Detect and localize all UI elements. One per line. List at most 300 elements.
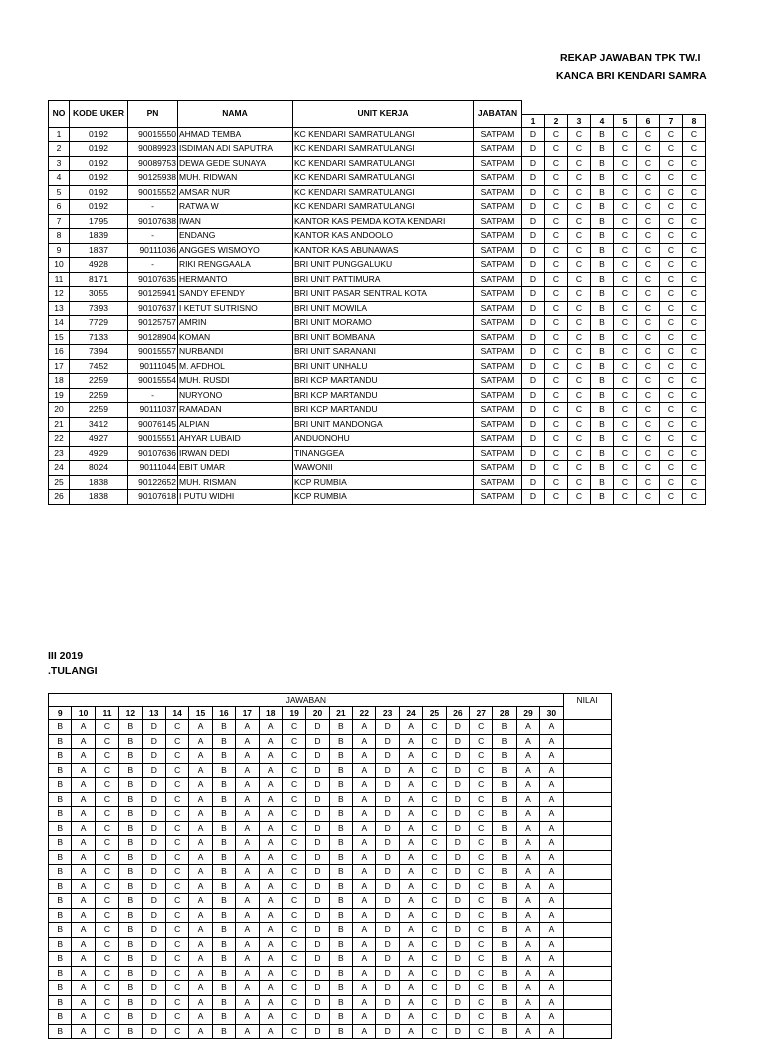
answer-cell: C <box>545 475 568 490</box>
question-number-header: 3 <box>568 114 591 127</box>
row-pn: 90015554 <box>128 374 178 389</box>
answer-cell: D <box>376 807 399 822</box>
answer-cell: D <box>142 836 165 851</box>
answer-cell: A <box>236 923 259 938</box>
answer-cell: C <box>470 850 493 865</box>
answer-cell: C <box>282 908 305 923</box>
table-row <box>49 142 706 157</box>
answer-cell: D <box>446 1024 469 1039</box>
row-jabatan: SATPAM <box>474 287 522 302</box>
answer-cell: A <box>353 792 376 807</box>
answer-cell: C <box>470 1024 493 1039</box>
answer-cell: A <box>236 836 259 851</box>
answer-cell: C <box>95 720 118 735</box>
answer-cell: A <box>236 865 259 880</box>
answer-cell: A <box>72 1024 95 1039</box>
nilai-cell <box>563 952 611 967</box>
row-no: 12 <box>49 287 70 302</box>
answer-cell: A <box>236 821 259 836</box>
row-nama: RAMADAN <box>178 403 293 418</box>
answer-cell: D <box>306 1010 329 1025</box>
row-unit-kerja: BRI UNIT MORAMO <box>293 316 474 331</box>
answer-cell: A <box>236 850 259 865</box>
answer-cell: D <box>446 894 469 909</box>
answer-cell: A <box>516 1024 539 1039</box>
answer-cell: B <box>591 229 614 244</box>
row-unit-kerja: KC KENDARI SAMRATULANGI <box>293 127 474 142</box>
answer-cell: B <box>49 807 72 822</box>
answer-cell: C <box>683 243 706 258</box>
answer-cell: C <box>683 432 706 447</box>
answer-cell: D <box>306 734 329 749</box>
row-unit-kerja: KANTOR KAS ABUNAWAS <box>293 243 474 258</box>
answer-cell: C <box>282 879 305 894</box>
answer-cell: C <box>568 229 591 244</box>
answer-cell: C <box>282 1024 305 1039</box>
row-nama: EBIT UMAR <box>178 461 293 476</box>
answer-cell: C <box>660 142 683 157</box>
question-number-header: 22 <box>353 707 376 720</box>
participant-table <box>48 100 706 505</box>
answer-cell: B <box>212 981 235 996</box>
answer-cell: A <box>259 720 282 735</box>
answer-cell: A <box>72 894 95 909</box>
answer-cell: C <box>282 894 305 909</box>
answer-cell: A <box>72 966 95 981</box>
nilai-cell <box>563 850 611 865</box>
answer-cell: C <box>545 243 568 258</box>
row-jabatan: SATPAM <box>474 243 522 258</box>
answer-cell: C <box>545 330 568 345</box>
row-jabatan: SATPAM <box>474 185 522 200</box>
question-number-header: 26 <box>446 707 469 720</box>
answer-cell: A <box>516 763 539 778</box>
answer-cell: A <box>236 995 259 1010</box>
row-nama: MUH. RUSDI <box>178 374 293 389</box>
answer-cell: D <box>446 966 469 981</box>
row-jabatan: SATPAM <box>474 475 522 490</box>
question-number-header: 21 <box>329 707 352 720</box>
row-kode-uker: 8024 <box>70 461 128 476</box>
answer-cell: D <box>446 923 469 938</box>
row-no: 20 <box>49 403 70 418</box>
row-nama: MUH. RIDWAN <box>178 171 293 186</box>
answer-cell: B <box>493 952 516 967</box>
answer-cell: D <box>142 850 165 865</box>
answer-cell: B <box>329 836 352 851</box>
row-pn: 90089923 <box>128 142 178 157</box>
answer-cell: D <box>142 937 165 952</box>
question-number-header: 4 <box>591 114 614 127</box>
answer-cell: A <box>516 952 539 967</box>
answer-cell: A <box>72 879 95 894</box>
nilai-cell <box>563 923 611 938</box>
question-number-header: 23 <box>376 707 399 720</box>
answer-cell: A <box>516 792 539 807</box>
answer-cell: A <box>189 894 212 909</box>
answer-cell: C <box>637 359 660 374</box>
question-number-header: 9 <box>49 707 72 720</box>
row-jabatan: SATPAM <box>474 374 522 389</box>
answer-cell: D <box>376 908 399 923</box>
row-jabatan: SATPAM <box>474 316 522 331</box>
answer-cell: C <box>470 734 493 749</box>
answer-cell: D <box>306 908 329 923</box>
answer-cell: D <box>376 720 399 735</box>
answer-cell: D <box>522 301 545 316</box>
row-jabatan: SATPAM <box>474 359 522 374</box>
answer-cell: C <box>683 142 706 157</box>
answer-cell: B <box>119 821 142 836</box>
answer-cell: A <box>189 952 212 967</box>
answer-cell: C <box>637 287 660 302</box>
answer-cell: A <box>353 879 376 894</box>
answer-cell: D <box>522 171 545 186</box>
answer-cell: C <box>614 316 637 331</box>
answer-cell: B <box>119 778 142 793</box>
answer-cell: D <box>142 923 165 938</box>
answer-cell: D <box>306 894 329 909</box>
answer-cell: B <box>212 1010 235 1025</box>
answer-cell: D <box>142 995 165 1010</box>
answer-cell: C <box>637 446 660 461</box>
answer-cell: D <box>142 792 165 807</box>
answer-cell: C <box>282 792 305 807</box>
answer-cell: A <box>259 792 282 807</box>
nilai-cell <box>563 763 611 778</box>
question-number-header: 15 <box>189 707 212 720</box>
answer-cell: D <box>376 894 399 909</box>
table-row <box>49 287 706 302</box>
answer-cell: A <box>259 734 282 749</box>
answer-cell: C <box>660 229 683 244</box>
answer-cell: A <box>540 937 563 952</box>
answer-cell: A <box>540 966 563 981</box>
answer-cell: B <box>49 749 72 764</box>
row-kode-uker: 3055 <box>70 287 128 302</box>
answer-cell: A <box>516 749 539 764</box>
row-no: 11 <box>49 272 70 287</box>
answer-cell: B <box>212 937 235 952</box>
answer-cell: B <box>119 981 142 996</box>
row-pn: 90122652 <box>128 475 178 490</box>
answer-cell: B <box>119 995 142 1010</box>
table-row <box>49 345 706 360</box>
answer-cell: D <box>142 807 165 822</box>
question-number-header: 19 <box>282 707 305 720</box>
answer-cell: C <box>614 171 637 186</box>
answer-cell: C <box>614 258 637 273</box>
answer-cell: C <box>165 937 188 952</box>
row-nama: RATWA W <box>178 200 293 215</box>
answer-cell: C <box>470 995 493 1010</box>
answer-cell: B <box>493 807 516 822</box>
answer-cell: B <box>329 952 352 967</box>
row-nama: I PUTU WIDHI <box>178 490 293 505</box>
answer-cell: C <box>637 417 660 432</box>
answer-cell: A <box>516 923 539 938</box>
answer-cell: A <box>399 807 422 822</box>
answer-cell: D <box>306 952 329 967</box>
answer-cell: A <box>399 865 422 880</box>
answer-cell: B <box>329 879 352 894</box>
row-jabatan: SATPAM <box>474 490 522 505</box>
answer-cell: C <box>637 374 660 389</box>
answer-cell: C <box>545 374 568 389</box>
answer-cell: C <box>95 734 118 749</box>
question-number-header: 5 <box>614 114 637 127</box>
answer-cell: A <box>72 865 95 880</box>
answer-cell: A <box>540 952 563 967</box>
answer-cell: A <box>540 720 563 735</box>
answer-cell: A <box>399 923 422 938</box>
answer-cell: A <box>540 792 563 807</box>
row-unit-kerja: BRI UNIT SARANANI <box>293 345 474 360</box>
answer-cell: C <box>165 720 188 735</box>
answer-cell: C <box>683 316 706 331</box>
answer-cell: A <box>236 937 259 952</box>
answer-cell: B <box>493 720 516 735</box>
answer-cell: A <box>540 821 563 836</box>
answer-cell: A <box>259 821 282 836</box>
answer-cell: C <box>660 403 683 418</box>
answer-cell: C <box>423 995 446 1010</box>
answer-cell: D <box>376 923 399 938</box>
answer-cell: C <box>95 952 118 967</box>
answer-cell: A <box>540 734 563 749</box>
row-no: 4 <box>49 171 70 186</box>
answer-cell: C <box>545 156 568 171</box>
answer-cell: C <box>637 171 660 186</box>
answer-cell: C <box>470 865 493 880</box>
answer-cell: B <box>119 763 142 778</box>
answer-cell: A <box>399 720 422 735</box>
answer-cell: A <box>399 879 422 894</box>
answer-cell: C <box>282 995 305 1010</box>
answer-cell: B <box>493 937 516 952</box>
answer-cell: A <box>236 908 259 923</box>
answer-cell: A <box>353 981 376 996</box>
answer-cell: B <box>493 981 516 996</box>
answer-cell: A <box>259 749 282 764</box>
answer-cell: C <box>545 359 568 374</box>
answer-cell: A <box>516 821 539 836</box>
answer-cell: C <box>568 214 591 229</box>
answer-cell: A <box>259 995 282 1010</box>
nilai-cell <box>563 807 611 822</box>
answer-cell: A <box>189 836 212 851</box>
col-nama: NAMA <box>178 101 293 128</box>
answer-cell: C <box>660 287 683 302</box>
answer-cell: C <box>545 388 568 403</box>
answer-cell: A <box>236 792 259 807</box>
answer-cell: A <box>399 908 422 923</box>
answer-cell: C <box>614 287 637 302</box>
answer-cell: A <box>353 734 376 749</box>
nilai-cell <box>563 1010 611 1025</box>
row-jabatan: SATPAM <box>474 446 522 461</box>
answer-cell: D <box>142 778 165 793</box>
row-unit-kerja: BRI UNIT UNHALU <box>293 359 474 374</box>
answer-cell: C <box>165 821 188 836</box>
table-row <box>49 763 612 778</box>
answer-cell: B <box>591 243 614 258</box>
row-nama: AHYAR LUBAID <box>178 432 293 447</box>
answer-cell: A <box>399 836 422 851</box>
answer-cell: C <box>95 1024 118 1039</box>
answer-cell: C <box>470 966 493 981</box>
row-unit-kerja: KCP RUMBIA <box>293 475 474 490</box>
row-nama: IWAN <box>178 214 293 229</box>
row-no: 14 <box>49 316 70 331</box>
table-row <box>49 850 612 865</box>
table-row <box>49 258 706 273</box>
row-no: 15 <box>49 330 70 345</box>
answer-cell: B <box>329 749 352 764</box>
table-row <box>49 446 706 461</box>
answer-cell: C <box>683 287 706 302</box>
answer-cell: D <box>522 272 545 287</box>
answer-cell: C <box>614 461 637 476</box>
answer-cell: B <box>212 792 235 807</box>
answer-cell: A <box>72 836 95 851</box>
answer-cell: B <box>591 214 614 229</box>
answer-cell: D <box>306 821 329 836</box>
answer-cell: B <box>493 865 516 880</box>
table-row <box>49 749 612 764</box>
answer-cell: D <box>306 865 329 880</box>
table-row <box>49 879 612 894</box>
answer-cell: B <box>119 749 142 764</box>
answer-cell: D <box>376 734 399 749</box>
answer-cell: B <box>591 475 614 490</box>
answer-cell: D <box>446 1010 469 1025</box>
answer-cell: C <box>423 749 446 764</box>
answer-cell: C <box>683 258 706 273</box>
answer-cell: C <box>683 229 706 244</box>
answer-cell: C <box>614 490 637 505</box>
answer-cell: D <box>446 879 469 894</box>
answer-cell: B <box>119 966 142 981</box>
row-jabatan: SATPAM <box>474 345 522 360</box>
answer-cell: C <box>568 388 591 403</box>
answer-cell: A <box>540 1024 563 1039</box>
answer-cell: C <box>637 403 660 418</box>
answer-cell: A <box>236 763 259 778</box>
question-number-header: 10 <box>72 707 95 720</box>
answer-cell: D <box>306 937 329 952</box>
answer-cell: A <box>516 836 539 851</box>
report-subtitle: KANCA BRI KENDARI SAMRA <box>556 70 707 82</box>
answer-cell: C <box>568 200 591 215</box>
answer-cell: A <box>399 981 422 996</box>
answer-cell: C <box>282 1010 305 1025</box>
answer-cell: C <box>683 461 706 476</box>
answer-cell: B <box>493 778 516 793</box>
answer-cell: C <box>423 778 446 793</box>
answer-cell: A <box>72 952 95 967</box>
row-kode-uker: 1838 <box>70 490 128 505</box>
answer-cell: C <box>614 127 637 142</box>
answer-cell: C <box>165 778 188 793</box>
row-unit-kerja: BRI UNIT BOMBANA <box>293 330 474 345</box>
answer-cell: A <box>516 778 539 793</box>
answer-cell: C <box>614 330 637 345</box>
answer-cell: B <box>329 763 352 778</box>
answer-cell: B <box>119 850 142 865</box>
answer-cell: D <box>306 981 329 996</box>
answer-cell: B <box>493 763 516 778</box>
answer-cell: A <box>189 981 212 996</box>
row-unit-kerja: KC KENDARI SAMRATULANGI <box>293 185 474 200</box>
answer-cell: C <box>660 272 683 287</box>
answer-cell: B <box>119 923 142 938</box>
answer-cell: A <box>72 850 95 865</box>
question-number-header: 14 <box>165 707 188 720</box>
answer-cell: A <box>353 952 376 967</box>
answer-cell: B <box>493 821 516 836</box>
answer-cell: D <box>446 734 469 749</box>
answer-cell: B <box>49 865 72 880</box>
answer-cell: C <box>637 461 660 476</box>
row-no: 22 <box>49 432 70 447</box>
row-jabatan: SATPAM <box>474 301 522 316</box>
row-unit-kerja: KC KENDARI SAMRATULANGI <box>293 171 474 186</box>
table-row <box>49 937 612 952</box>
answer-cell: D <box>142 952 165 967</box>
answer-cell: B <box>591 171 614 186</box>
answer-cell: C <box>614 243 637 258</box>
answer-cell: C <box>568 432 591 447</box>
answer-cell: B <box>591 403 614 418</box>
answer-cell: C <box>423 981 446 996</box>
row-pn: - <box>128 258 178 273</box>
answer-cell: B <box>591 185 614 200</box>
answer-cell: C <box>423 836 446 851</box>
answer-cell: D <box>376 937 399 952</box>
answer-cell: B <box>329 1010 352 1025</box>
answer-cell: B <box>329 908 352 923</box>
answer-cell: A <box>259 1010 282 1025</box>
row-pn: 90015557 <box>128 345 178 360</box>
answer-cell: D <box>142 749 165 764</box>
answer-cell: B <box>591 374 614 389</box>
table-row <box>49 417 706 432</box>
answer-cell: A <box>236 966 259 981</box>
answer-cell: D <box>522 200 545 215</box>
answer-cell: A <box>399 734 422 749</box>
answer-cell: A <box>516 908 539 923</box>
answer-cell: C <box>637 475 660 490</box>
answer-cell: D <box>446 792 469 807</box>
row-kode-uker: 0192 <box>70 200 128 215</box>
row-nama: ISDIMAN ADI SAPUTRA <box>178 142 293 157</box>
row-kode-uker: 4928 <box>70 258 128 273</box>
answer-cell: D <box>446 821 469 836</box>
answer-cell: D <box>522 243 545 258</box>
answer-cell: C <box>423 807 446 822</box>
answer-cell: C <box>637 345 660 360</box>
row-kode-uker: 3412 <box>70 417 128 432</box>
answer-cell: C <box>95 1010 118 1025</box>
answer-cell: D <box>446 836 469 851</box>
answer-cell: C <box>614 432 637 447</box>
question-number-header: 13 <box>142 707 165 720</box>
answer-cell: D <box>142 894 165 909</box>
answer-cell: D <box>522 345 545 360</box>
answer-cell: B <box>119 1024 142 1039</box>
nilai-header: NILAI <box>563 694 611 720</box>
